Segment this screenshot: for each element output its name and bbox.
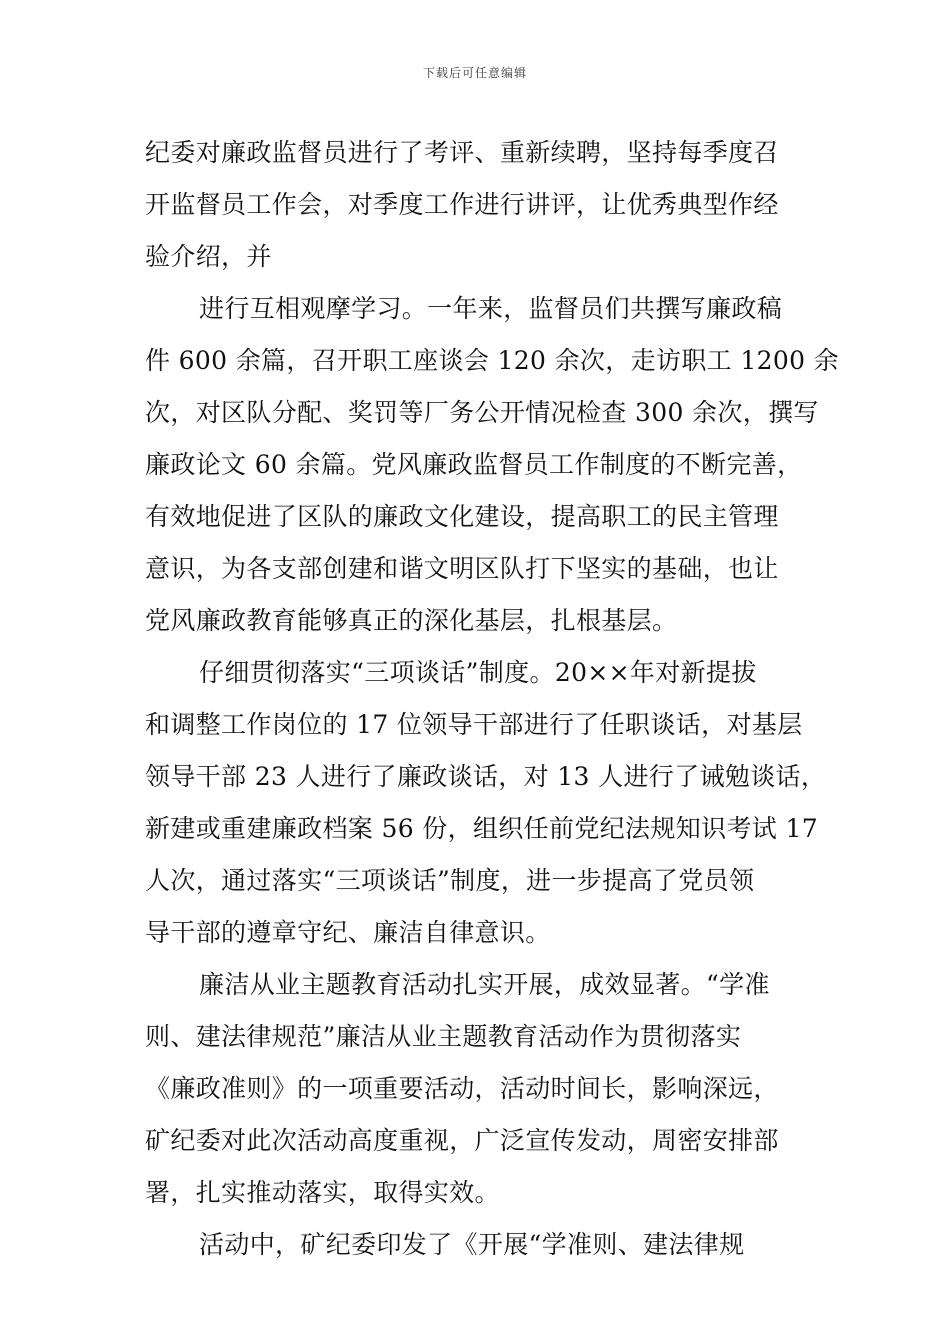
text-line: 仔细贯彻落实“三项谈话”制度。20××年对新提拔 [199,658,757,687]
text-line: 人次，通过落实“三项谈话”制度，进一步提高了党员领 [145,866,755,895]
text-line: 矿纪委对此次活动高度重视，广泛宣传发动，周密安排部 [145,1126,779,1155]
text-line: 署，扎实推动落实，取得实效。 [145,1178,500,1207]
text-line: 导干部的遵章守纪、廉洁自律意识。 [145,918,551,947]
page-header: 下载后可任意编辑 [422,66,527,80]
paragraph [145,1219,807,1271]
text-line: 次，对区队分配、奖罚等厂务公开情况检查 300 余次，撰写 [145,398,819,427]
text-line: 领导干部 23 人进行了廉政谈话，对 13 人进行了诫勉谈话， [145,762,827,791]
text-line: 廉政论文 60 余篇。党风廉政监督员工作制度的不断完善， [145,450,803,479]
paragraph [145,647,827,959]
text-line: 件 600 余篇，召开职工座谈会 120 余次，走访职工 1200 余 [145,346,839,375]
text-line: 和调整工作岗位的 17 位领导干部进行了任职谈话，对基层 [145,710,803,739]
text-line: 则、建法律规范”廉洁从业主题教育活动作为贯彻落实 [145,1022,742,1051]
text-line: 有效地促进了区队的廉政文化建设，提高职工的民主管理 [145,502,779,531]
text-line: 新建或重建廉政档案 56 份，组织任前党纪法规知识考试 17 [145,814,818,843]
text-line: 党风廉政教育能够真正的深化基层，扎根基层。 [145,606,678,635]
document-body [145,127,839,1271]
text-line: 《廉政准则》的一项重要活动，活动时间长，影响深远， [145,1074,779,1103]
paragraph [145,127,807,283]
paragraph [145,283,839,647]
text-line: 开监督员工作会，对季度工作进行讲评，让优秀典型作经 [145,190,779,219]
text-line: 进行互相观摩学习。一年来，监督员们共撰写廉政稿 [199,294,783,323]
text-line: 意识，为各支部创建和谐文明区队打下坚实的基础，也让 [145,554,779,583]
paragraph [145,959,807,1219]
text-line: 验介绍，并 [145,242,272,271]
text-line: 廉洁从业主题教育活动扎实开展，成效显著。“学准 [199,970,770,999]
text-line: 纪委对廉政监督员进行了考评、重新续聘，坚持每季度召 [145,138,779,167]
text-line: 活动中，矿纪委印发了《开展“学准则、建法律规 [199,1230,745,1259]
